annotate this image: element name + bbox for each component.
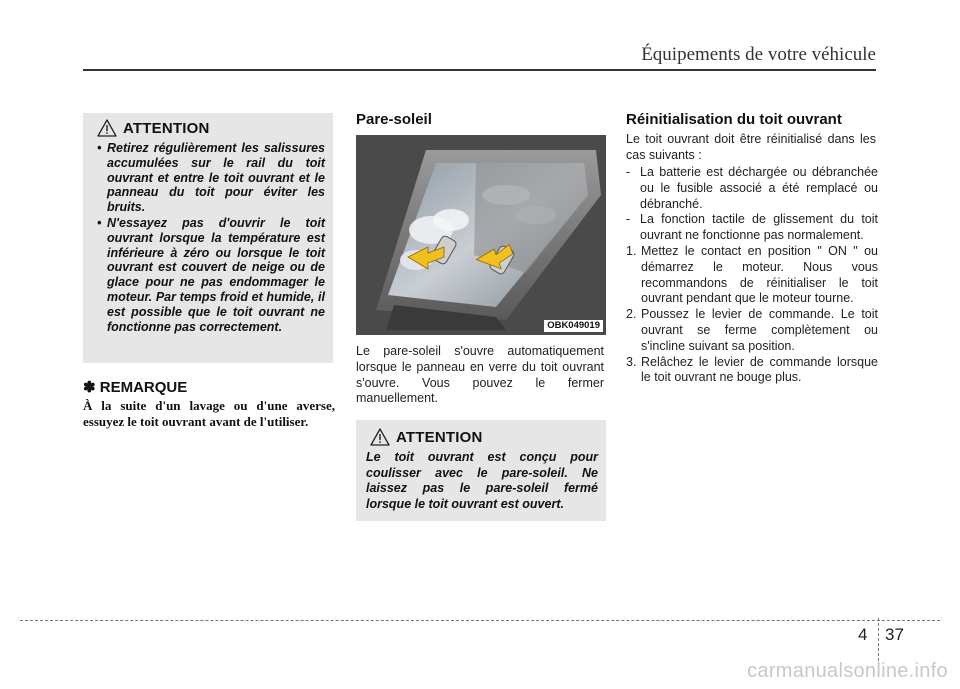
- attention-text: Le toit ouvrant est conçu pour coulisser avec le pare-soleil. Ne laissez pas le pare-soleil fermé lorsque le toit ouvrant est ouvert.: [366, 450, 598, 511]
- attention-list: [93, 141, 325, 334]
- attention-header: [366, 428, 598, 446]
- attention-title: ATTENTION: [123, 119, 210, 137]
- reinit-list: [626, 165, 878, 386]
- list-text: La batterie est déchargée ou débranchée ou le fusible associé a été remplacé ou débranché.: [640, 165, 878, 211]
- sunroof-illustration: [356, 135, 606, 335]
- reinit-condition: [626, 212, 878, 244]
- attention-item: • Retirez régulièrement les salissures accumulées sur le rail du toit ouvrant et entre le toit ouvrant et le panneau du toit pour éviter les bruits.: [93, 141, 325, 215]
- remarque-text: À la suite d'un lavage ou d'une averse, essuyez le toit ouvrant avant de l'utiliser.: [83, 398, 335, 429]
- list-marker: 2.: [626, 307, 637, 322]
- header-rule: [83, 69, 876, 71]
- page-header-title: Équipements de votre véhicule: [641, 44, 876, 65]
- watermark: carmanualsonline.info: [747, 660, 948, 682]
- reinit-intro: Le toit ouvrant doit être réinitialisé dans les cas suivants :: [626, 132, 876, 162]
- list-marker: 3.: [626, 354, 637, 369]
- list-text: Mettez le contact en position " ON " ou démarrez le moteur. Nous vous recommandons de réinitialiser le toit ouvrant pendant que le moteur tourne.: [641, 243, 878, 306]
- list-marker: -: [626, 165, 631, 179]
- reinit-condition: [626, 165, 878, 212]
- list-marker: -: [626, 212, 631, 227]
- image-code: OBK049019: [544, 320, 603, 332]
- attention-title: ATTENTION: [396, 428, 483, 446]
- warning-triangle-icon: [370, 428, 390, 446]
- reinit-step: [626, 307, 878, 354]
- warning-triangle-icon: [97, 119, 117, 137]
- attention-header: [93, 119, 325, 137]
- remarque-title: ✽ REMARQUE: [83, 379, 188, 396]
- attention-item: • N'essayez pas d'ouvrir le toit ouvrant lorsque la température est inférieure à zéro ou lorsque le toit ouvrant est couvert de neige ou de glace pour ne pas endommager le moteur. Par temps froid et humide, il est possible que le toit ouvrant ne fonctionne pas correctement.: [93, 216, 325, 334]
- pare-soleil-title: Pare-soleil: [356, 111, 432, 128]
- footer-rule: [20, 620, 940, 621]
- sunroof-photo: [356, 135, 606, 335]
- chapter-number: 4: [858, 625, 868, 644]
- reinit-step: [626, 244, 878, 307]
- reinit-title: Réinitialisation du toit ouvrant: [626, 111, 842, 128]
- list-text: Relâchez le levier de commande lorsque le toit ouvrant ne bouge plus.: [641, 354, 878, 385]
- page-number: 37: [885, 625, 904, 644]
- reinit-step: [626, 355, 878, 387]
- pare-soleil-text: Le pare-soleil s'ouvre automatiquement lorsque le panneau en verre du toit ouvrant s'ouvre. Vous pouvez le fermer manuellement.: [356, 344, 604, 406]
- list-marker: 1.: [626, 243, 637, 258]
- attention-box-cleaning: [83, 113, 333, 363]
- list-text: La fonction tactile de glissement du toit ouvrant ne fonctionne pas normalement.: [640, 212, 878, 243]
- list-text: Poussez le levier de commande. Le toit ouvrant se ferme complètement ou s'incline suivant sa position.: [641, 307, 878, 353]
- attention-box-sunshade: [356, 420, 606, 521]
